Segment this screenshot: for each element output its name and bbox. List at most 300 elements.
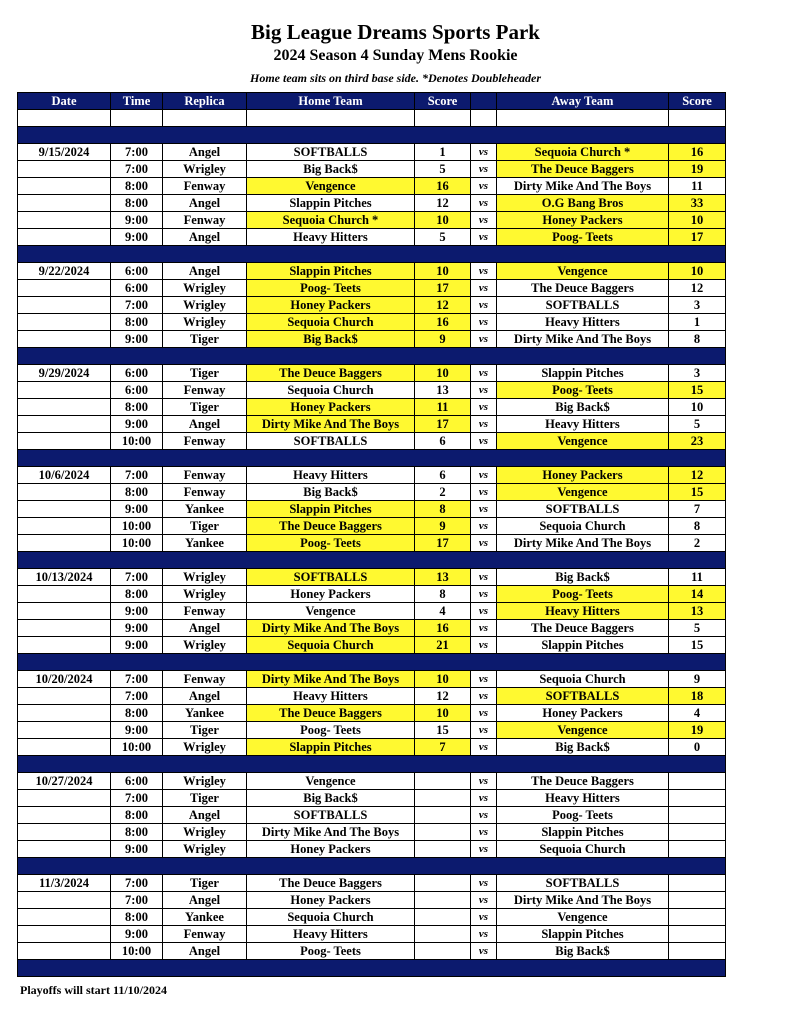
home-team: Poog- Teets [247, 280, 415, 297]
game-replica: Tiger [163, 399, 247, 416]
home-team: Poog- Teets [247, 722, 415, 739]
game-time: 7:00 [111, 892, 163, 909]
away-team: Sequoia Church [497, 841, 669, 858]
away-team: SOFTBALLS [497, 875, 669, 892]
away-team: Poog- Teets [497, 807, 669, 824]
home-team: Big Back$ [247, 161, 415, 178]
home-team: Big Back$ [247, 331, 415, 348]
game-row [18, 467, 726, 484]
home-team: Sequoia Church [247, 909, 415, 926]
game-row [18, 773, 726, 790]
home-team: Poog- Teets [247, 943, 415, 960]
vs-label: vs [471, 892, 497, 909]
home-score: 17 [415, 535, 471, 552]
week-separator [18, 348, 726, 365]
away-score [669, 943, 726, 960]
home-team: Vengence [247, 603, 415, 620]
home-score [415, 909, 471, 926]
game-date [18, 841, 111, 858]
away-score: 5 [669, 620, 726, 637]
schedule-body [18, 110, 726, 977]
away-team: Big Back$ [497, 739, 669, 756]
game-date [18, 909, 111, 926]
away-team: Vengence [497, 433, 669, 450]
home-score [415, 790, 471, 807]
game-row [18, 382, 726, 399]
game-replica: Tiger [163, 331, 247, 348]
game-replica: Angel [163, 263, 247, 280]
vs-label: vs [471, 926, 497, 943]
away-score: 1 [669, 314, 726, 331]
vs-label: vs [471, 263, 497, 280]
header-row [18, 93, 726, 110]
home-score [415, 943, 471, 960]
game-date [18, 892, 111, 909]
home-team: Poog- Teets [247, 535, 415, 552]
vs-label: vs [471, 875, 497, 892]
home-team: Sequoia Church [247, 314, 415, 331]
vs-label: vs [471, 943, 497, 960]
away-team: The Deuce Baggers [497, 280, 669, 297]
home-score: 10 [415, 212, 471, 229]
away-team: Honey Packers [497, 467, 669, 484]
game-replica: Yankee [163, 705, 247, 722]
away-team: Big Back$ [497, 399, 669, 416]
home-score [415, 892, 471, 909]
away-score: 10 [669, 263, 726, 280]
game-row [18, 586, 726, 603]
home-score: 12 [415, 688, 471, 705]
game-row [18, 739, 726, 756]
game-time: 9:00 [111, 416, 163, 433]
away-team: Slappin Pitches [497, 926, 669, 943]
vs-label: vs [471, 586, 497, 603]
game-time: 6:00 [111, 382, 163, 399]
game-row [18, 314, 726, 331]
week-separator [18, 858, 726, 875]
game-time: 9:00 [111, 926, 163, 943]
home-score: 9 [415, 331, 471, 348]
game-time: 6:00 [111, 773, 163, 790]
week-separator [18, 756, 726, 773]
game-date [18, 484, 111, 501]
game-row [18, 790, 726, 807]
game-replica: Fenway [163, 178, 247, 195]
header-away-score: Score [669, 93, 726, 110]
game-time: 6:00 [111, 263, 163, 280]
schedule-table [17, 92, 726, 977]
game-replica: Angel [163, 620, 247, 637]
game-row [18, 671, 726, 688]
game-replica: Tiger [163, 518, 247, 535]
vs-label: vs [471, 909, 497, 926]
away-score [669, 926, 726, 943]
away-team: SOFTBALLS [497, 297, 669, 314]
game-row [18, 399, 726, 416]
away-score: 3 [669, 297, 726, 314]
game-time: 7:00 [111, 297, 163, 314]
home-team: Big Back$ [247, 790, 415, 807]
home-team: Honey Packers [247, 841, 415, 858]
game-time: 9:00 [111, 620, 163, 637]
away-score: 16 [669, 144, 726, 161]
game-replica: Tiger [163, 365, 247, 382]
home-score [415, 841, 471, 858]
game-date: 9/22/2024 [18, 263, 111, 280]
away-score: 12 [669, 467, 726, 484]
game-date: 10/13/2024 [18, 569, 111, 586]
game-replica: Angel [163, 943, 247, 960]
away-team: O.G Bang Bros [497, 195, 669, 212]
vs-label: vs [471, 773, 497, 790]
home-score: 2 [415, 484, 471, 501]
away-team: Dirty Mike And The Boys [497, 331, 669, 348]
away-team: The Deuce Baggers [497, 161, 669, 178]
game-replica: Yankee [163, 501, 247, 518]
game-replica: Fenway [163, 467, 247, 484]
home-score: 16 [415, 314, 471, 331]
home-team: Vengence [247, 773, 415, 790]
home-score: 1 [415, 144, 471, 161]
game-time: 8:00 [111, 807, 163, 824]
vs-label: vs [471, 739, 497, 756]
game-replica: Yankee [163, 909, 247, 926]
game-time: 7:00 [111, 569, 163, 586]
game-replica: Fenway [163, 433, 247, 450]
home-team: The Deuce Baggers [247, 518, 415, 535]
home-score: 17 [415, 280, 471, 297]
game-replica: Yankee [163, 535, 247, 552]
vs-label: vs [471, 637, 497, 654]
game-time: 9:00 [111, 603, 163, 620]
vs-label: vs [471, 280, 497, 297]
away-score: 11 [669, 569, 726, 586]
home-score: 17 [415, 416, 471, 433]
home-score: 13 [415, 569, 471, 586]
page-subtitle: 2024 Season 4 Sunday Mens Rookie [273, 47, 518, 64]
game-row [18, 637, 726, 654]
game-replica: Angel [163, 195, 247, 212]
game-date [18, 195, 111, 212]
game-time: 6:00 [111, 280, 163, 297]
game-row [18, 212, 726, 229]
game-replica: Tiger [163, 790, 247, 807]
game-row [18, 433, 726, 450]
game-row [18, 178, 726, 195]
vs-label: vs [471, 467, 497, 484]
away-team: Vengence [497, 909, 669, 926]
away-team: SOFTBALLS [497, 688, 669, 705]
game-row [18, 297, 726, 314]
game-time: 8:00 [111, 909, 163, 926]
home-team: SOFTBALLS [247, 433, 415, 450]
game-row [18, 807, 726, 824]
game-row [18, 722, 726, 739]
away-team: Vengence [497, 263, 669, 280]
home-score: 10 [415, 263, 471, 280]
game-date [18, 518, 111, 535]
game-date [18, 586, 111, 603]
game-date [18, 739, 111, 756]
home-team: Sequoia Church [247, 637, 415, 654]
away-score: 18 [669, 688, 726, 705]
home-score [415, 926, 471, 943]
game-time: 9:00 [111, 637, 163, 654]
game-time: 8:00 [111, 824, 163, 841]
home-score [415, 824, 471, 841]
home-team: The Deuce Baggers [247, 365, 415, 382]
home-team: Honey Packers [247, 892, 415, 909]
page-title: Big League Dreams Sports Park [251, 20, 540, 44]
home-team: Honey Packers [247, 399, 415, 416]
home-team: Heavy Hitters [247, 926, 415, 943]
header-vs [471, 93, 497, 110]
home-score: 12 [415, 195, 471, 212]
home-team: SOFTBALLS [247, 144, 415, 161]
game-replica: Fenway [163, 926, 247, 943]
home-score: 4 [415, 603, 471, 620]
game-row [18, 892, 726, 909]
header-home-team: Home Team [247, 93, 415, 110]
game-date [18, 331, 111, 348]
vs-label: vs [471, 433, 497, 450]
playoffs-note: Playoffs will start 11/10/2024 [20, 983, 167, 997]
game-date [18, 229, 111, 246]
home-score: 16 [415, 178, 471, 195]
away-score: 11 [669, 178, 726, 195]
vs-label: vs [471, 620, 497, 637]
home-score: 12 [415, 297, 471, 314]
away-team: Sequoia Church * [497, 144, 669, 161]
away-team: Big Back$ [497, 943, 669, 960]
home-score: 6 [415, 433, 471, 450]
away-score: 15 [669, 484, 726, 501]
game-replica: Wrigley [163, 569, 247, 586]
home-team: Heavy Hitters [247, 467, 415, 484]
home-team: SOFTBALLS [247, 569, 415, 586]
away-score: 15 [669, 637, 726, 654]
game-row [18, 535, 726, 552]
home-team: Honey Packers [247, 297, 415, 314]
away-score [669, 841, 726, 858]
game-row [18, 518, 726, 535]
home-team: Dirty Mike And The Boys [247, 824, 415, 841]
week-separator [18, 127, 726, 144]
game-date [18, 399, 111, 416]
home-score: 10 [415, 365, 471, 382]
game-time: 8:00 [111, 399, 163, 416]
week-separator [18, 246, 726, 263]
away-score: 14 [669, 586, 726, 603]
away-team: Vengence [497, 484, 669, 501]
vs-label: vs [471, 807, 497, 824]
game-date [18, 603, 111, 620]
game-date [18, 212, 111, 229]
away-score [669, 773, 726, 790]
home-score [415, 875, 471, 892]
vs-label: vs [471, 501, 497, 518]
away-team: SOFTBALLS [497, 501, 669, 518]
away-team: Big Back$ [497, 569, 669, 586]
game-row [18, 824, 726, 841]
away-score: 13 [669, 603, 726, 620]
game-row [18, 569, 726, 586]
header-home-score: Score [415, 93, 471, 110]
vs-label: vs [471, 212, 497, 229]
away-team: Vengence [497, 722, 669, 739]
game-date: 9/15/2024 [18, 144, 111, 161]
header-date: Date [18, 93, 111, 110]
vs-label: vs [471, 416, 497, 433]
home-score: 6 [415, 467, 471, 484]
game-date [18, 433, 111, 450]
game-time: 6:00 [111, 365, 163, 382]
game-time: 7:00 [111, 144, 163, 161]
away-score: 19 [669, 161, 726, 178]
home-team: Slappin Pitches [247, 501, 415, 518]
home-team: Slappin Pitches [247, 195, 415, 212]
away-score: 12 [669, 280, 726, 297]
game-replica: Angel [163, 688, 247, 705]
home-score: 5 [415, 161, 471, 178]
home-score [415, 773, 471, 790]
game-date [18, 416, 111, 433]
game-row [18, 603, 726, 620]
game-replica: Wrigley [163, 314, 247, 331]
blank-row [18, 110, 726, 127]
game-row [18, 416, 726, 433]
home-score: 9 [415, 518, 471, 535]
home-score: 21 [415, 637, 471, 654]
away-team: The Deuce Baggers [497, 620, 669, 637]
header-away-team: Away Team [497, 93, 669, 110]
game-time: 10:00 [111, 433, 163, 450]
vs-label: vs [471, 144, 497, 161]
game-time: 8:00 [111, 178, 163, 195]
game-time: 10:00 [111, 535, 163, 552]
vs-label: vs [471, 722, 497, 739]
vs-label: vs [471, 297, 497, 314]
home-score: 16 [415, 620, 471, 637]
game-row [18, 331, 726, 348]
vs-label: vs [471, 365, 497, 382]
home-score [415, 807, 471, 824]
game-replica: Fenway [163, 603, 247, 620]
home-team: The Deuce Baggers [247, 875, 415, 892]
game-date [18, 382, 111, 399]
game-row [18, 926, 726, 943]
home-team: Dirty Mike And The Boys [247, 671, 415, 688]
vs-label: vs [471, 399, 497, 416]
game-date: 10/20/2024 [18, 671, 111, 688]
home-score: 10 [415, 705, 471, 722]
away-score: 0 [669, 739, 726, 756]
game-date [18, 926, 111, 943]
vs-label: vs [471, 331, 497, 348]
game-date [18, 705, 111, 722]
game-replica: Angel [163, 144, 247, 161]
game-time: 7:00 [111, 161, 163, 178]
game-replica: Angel [163, 416, 247, 433]
game-replica: Angel [163, 807, 247, 824]
game-row [18, 280, 726, 297]
away-team: Dirty Mike And The Boys [497, 535, 669, 552]
away-team: Slappin Pitches [497, 824, 669, 841]
away-score [669, 807, 726, 824]
game-date [18, 620, 111, 637]
game-date [18, 722, 111, 739]
game-row [18, 875, 726, 892]
home-score: 13 [415, 382, 471, 399]
home-score: 5 [415, 229, 471, 246]
game-date [18, 161, 111, 178]
away-team: Dirty Mike And The Boys [497, 178, 669, 195]
game-row [18, 909, 726, 926]
game-date [18, 688, 111, 705]
away-score: 9 [669, 671, 726, 688]
home-score: 8 [415, 501, 471, 518]
game-row [18, 263, 726, 280]
home-team: Vengence [247, 178, 415, 195]
game-time: 8:00 [111, 586, 163, 603]
away-team: Heavy Hitters [497, 314, 669, 331]
vs-label: vs [471, 841, 497, 858]
game-date: 11/3/2024 [18, 875, 111, 892]
game-replica: Fenway [163, 382, 247, 399]
home-team: Big Back$ [247, 484, 415, 501]
away-score: 8 [669, 331, 726, 348]
game-row [18, 620, 726, 637]
away-score: 33 [669, 195, 726, 212]
home-team: Heavy Hitters [247, 229, 415, 246]
game-replica: Wrigley [163, 280, 247, 297]
vs-label: vs [471, 178, 497, 195]
game-date [18, 314, 111, 331]
vs-label: vs [471, 603, 497, 620]
game-replica: Wrigley [163, 161, 247, 178]
game-date: 9/29/2024 [18, 365, 111, 382]
game-time: 9:00 [111, 722, 163, 739]
away-team: Poog- Teets [497, 229, 669, 246]
vs-label: vs [471, 314, 497, 331]
away-team: Heavy Hitters [497, 416, 669, 433]
game-replica: Angel [163, 892, 247, 909]
game-time: 10:00 [111, 943, 163, 960]
vs-label: vs [471, 484, 497, 501]
away-score: 4 [669, 705, 726, 722]
home-score: 11 [415, 399, 471, 416]
game-row [18, 144, 726, 161]
week-separator [18, 450, 726, 467]
away-team: Slappin Pitches [497, 365, 669, 382]
game-replica: Wrigley [163, 637, 247, 654]
away-team: Dirty Mike And The Boys [497, 892, 669, 909]
vs-label: vs [471, 535, 497, 552]
game-date: 10/27/2024 [18, 773, 111, 790]
game-row [18, 484, 726, 501]
game-replica: Wrigley [163, 739, 247, 756]
away-score [669, 790, 726, 807]
game-time: 9:00 [111, 229, 163, 246]
game-row [18, 195, 726, 212]
home-team: The Deuce Baggers [247, 705, 415, 722]
away-score: 19 [669, 722, 726, 739]
away-score [669, 824, 726, 841]
game-date [18, 807, 111, 824]
away-score [669, 875, 726, 892]
away-team: Sequoia Church [497, 671, 669, 688]
game-date [18, 297, 111, 314]
